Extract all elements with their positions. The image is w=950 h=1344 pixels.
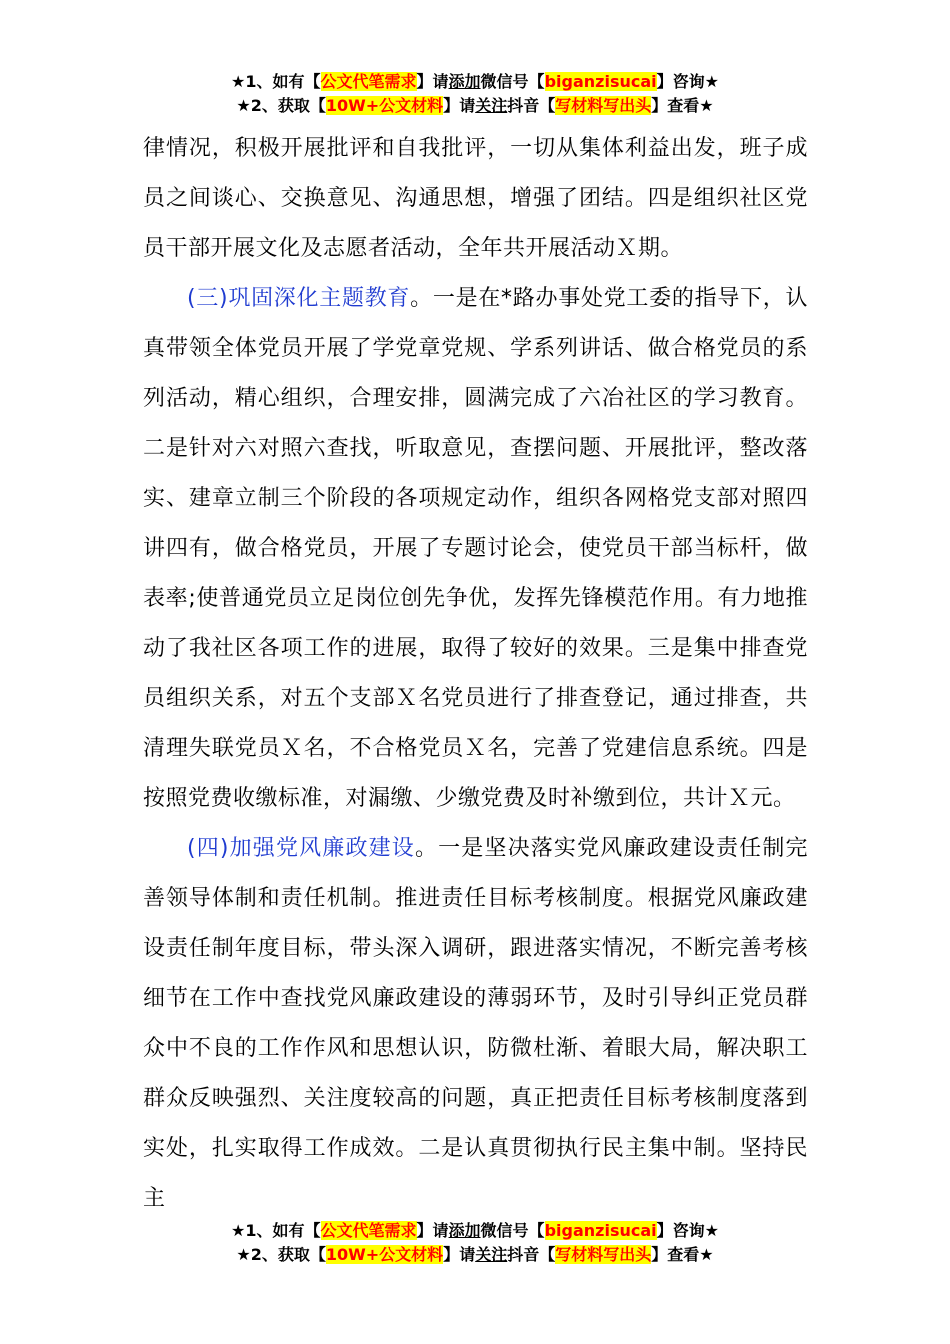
notice-text: 】请 [443, 1245, 476, 1264]
notice-prefix: ★2、获取【 [236, 1245, 326, 1264]
notice-prefix: ★2、获取【 [236, 96, 326, 115]
notice-suffix: 】咨询★ [656, 1221, 719, 1240]
paragraph-continued: 律情况，积极开展批评和自我批评，一切从集体利益出发，班子成员之间谈心、交换意见、沟通思想，增强了团结。四是组织社区党员干部开展文化及志愿者活动，全年共开展活动Ｘ期。 [143, 136, 808, 261]
section-heading-4: (四)加强党风廉政建设 [187, 836, 415, 861]
notice-underlined: 添加 [448, 1221, 481, 1240]
paragraph-text: 。一是在*路办事处党工委的指导下，认真带领全体党员开展了学党章党规、学系列讲话、做合格党员的系列活动，精心组织，合理安排，圆满完成了六冶社区的学习教育。二是针对六对照六查找，听取意见，查摆问题、开展批评，整改落实、建章立制三个阶段的各项规定动作，组织各网格党支部对照四讲四有，做合格党员，开展了专题讨论会，使党员干部当标杆，做表率;使普通党员立足岗位创先争优，发挥先锋模范作用。有力地推动了我社区各项工作的进展，取得了较好的效果。三是集中排查党员组织关系，对五个支部Ｘ名党员进行了排查登记，通过排查，共清理失联党员Ｘ名，不合格党员Ｘ名，完善了党建信息系统。四是按照党费收缴标准，对漏缴、少缴党费及时补缴到位，共计Ｘ元。 [143, 286, 808, 811]
paragraph-theme-education [143, 274, 808, 824]
footer-notice-line-1 [0, 1219, 950, 1243]
douyin-id-highlight: 写材料写出头 [555, 1245, 652, 1264]
paragraph-clean-governance [143, 824, 808, 1224]
header-notice-line-1 [0, 70, 950, 94]
notice-text: 抖音【 [507, 1245, 556, 1264]
notice-underlined: 关注 [475, 96, 508, 115]
section-heading-3: (三)巩固深化主题教育 [187, 286, 411, 311]
notice-highlight: 公文代笔需求 [320, 72, 417, 91]
douyin-id-highlight: 写材料写出头 [555, 96, 652, 115]
notice-text: 微信号【 [480, 72, 545, 91]
notice-prefix: ★1、如有【 [231, 72, 321, 91]
paragraph-text: 。一是坚决落实党风廉政建设责任制完善领导体制和责任机制。推进责任目标考核制度。根据党风廉政建设责任制年度目标，带头深入调研，跟进落实情况，不断完善考核细节在工作中查找党风廉政建设的薄弱环节，及时引导纠正党员群众中不良的工作作风和思想认识，防微杜渐、着眼大局，解决职工群众反映强烈、关注度较高的问题，真正把责任目标考核制度落到实处，扎实取得工作成效。二是认真贯彻执行民主集中制。坚持民主 [143, 836, 808, 1211]
notice-highlight: 10W+公文材料 [325, 1245, 444, 1264]
notice-text: 微信号【 [480, 1221, 545, 1240]
header-notice [0, 70, 950, 118]
document-body [143, 124, 808, 1224]
notice-text: 】请 [416, 72, 449, 91]
notice-prefix: ★1、如有【 [231, 1221, 321, 1240]
wechat-id-highlight: biganzisucai [544, 1221, 657, 1240]
notice-suffix: 】咨询★ [656, 72, 719, 91]
wechat-id-highlight: biganzisucai [544, 72, 657, 91]
notice-suffix: 】查看★ [651, 96, 714, 115]
footer-notice [0, 1219, 950, 1267]
footer-notice-line-2 [0, 1243, 950, 1267]
notice-underlined: 关注 [475, 1245, 508, 1264]
notice-text: 】请 [416, 1221, 449, 1240]
notice-suffix: 】查看★ [651, 1245, 714, 1264]
notice-underlined: 添加 [448, 72, 481, 91]
header-notice-line-2 [0, 94, 950, 118]
notice-text: 】请 [443, 96, 476, 115]
notice-highlight: 公文代笔需求 [320, 1221, 417, 1240]
notice-highlight: 10W+公文材料 [325, 96, 444, 115]
notice-text: 抖音【 [507, 96, 556, 115]
